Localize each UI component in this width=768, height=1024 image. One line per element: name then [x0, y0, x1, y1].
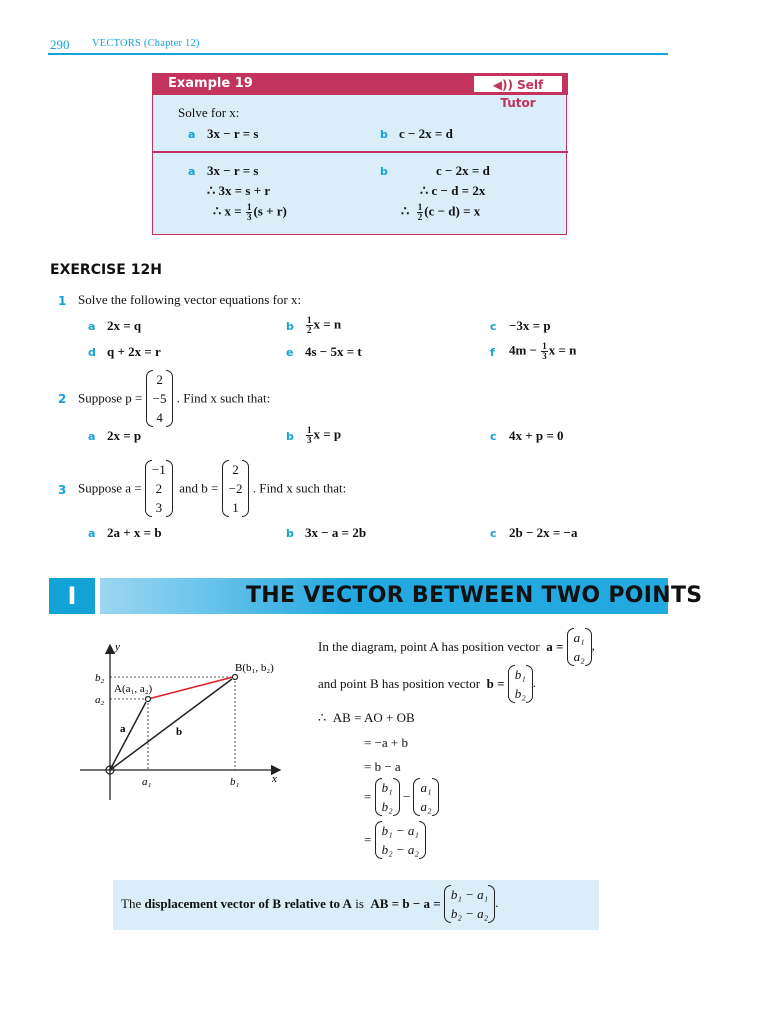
q1d-letter: d: [88, 346, 96, 359]
b2-label: b₂: [95, 672, 105, 684]
q2c: 4x + p = 0: [509, 428, 564, 443]
point-b-label: B(b₁, b₂): [235, 662, 274, 674]
section-letter: I: [49, 578, 95, 614]
example-sol-b-3: ∴ $\frac{1}{2}$ (c − d) = x: [401, 202, 481, 222]
section-title: THE VECTOR BETWEEN TWO POINTS: [246, 583, 703, 608]
q1c-letter: c: [490, 320, 497, 333]
q2b: $\frac{1}{3}$ x = p: [307, 425, 342, 445]
q3-number: 3: [58, 483, 67, 497]
example-separator: [152, 151, 568, 153]
q2b-letter: b: [286, 430, 294, 443]
position-vector-diagram: [80, 635, 290, 810]
example-label: Example 19: [168, 76, 253, 91]
definition-text: The displacement vector of B relative to A is AB = b − a = b₁ − a₁ b₂ − a₂.: [121, 887, 499, 921]
q2c-letter: c: [490, 430, 497, 443]
q3b-letter: b: [286, 527, 294, 540]
page-number: 290: [50, 37, 70, 52]
text-line-2: and point B has position vector b = b₁ b₂.: [318, 667, 537, 701]
q1b-letter: b: [286, 320, 294, 333]
q3c-letter: c: [490, 527, 497, 540]
example-sol-b-1: c − 2x = d: [436, 163, 490, 178]
q1b: $\frac{1}{2}$ x = n: [307, 315, 342, 335]
q1f: 4m − $\frac{1}{3}$ x = n: [509, 341, 577, 361]
example-sol-a-letter: a: [188, 165, 196, 178]
vector-a-label: a: [120, 723, 126, 735]
b1-label: b₁: [230, 776, 240, 788]
example-sol-a-1: 3x − r = s: [207, 163, 259, 178]
chapter-title: VECTORS (Chapter 12): [92, 38, 200, 49]
text-line-1: In the diagram, point A has position vector a = a₁ a₂,: [318, 630, 595, 664]
q3-line: Suppose a = −1 2 3 and b = 2 −2 1 . Find x such that:: [78, 462, 347, 515]
q1e: 4s − 5x = t: [305, 344, 362, 359]
example-sol-a-2: ∴ 3x = s + r: [207, 183, 271, 198]
q3b: 3x − a = 2b: [305, 525, 367, 540]
q1e-letter: e: [286, 346, 294, 359]
example-q-b: c − 2x = d: [399, 126, 453, 141]
example-q-a: 3x − r = s: [207, 126, 259, 141]
q1-text: Solve the following vector equations for x:: [78, 292, 302, 307]
q2-vector: 2 −5 4: [146, 370, 174, 427]
a1-label: a₁: [142, 776, 152, 788]
q2a: 2x = p: [107, 428, 142, 443]
q1-number: 1: [58, 294, 67, 308]
example-sol-a-3: ∴ x = $\frac{1}{3}$ (s + r): [213, 202, 287, 222]
x-label: x: [272, 773, 277, 785]
q1a-letter: a: [88, 320, 96, 333]
point-a-label: A(a₁, a₂): [114, 683, 153, 695]
header-rule: [48, 53, 668, 55]
exercise-heading: EXERCISE 12H: [50, 262, 162, 278]
q2-number: 2: [58, 392, 67, 406]
q1f-letter: f: [490, 346, 495, 359]
eq-line-4: = b₁ b₂ − a₁ a₂: [364, 778, 439, 816]
eq-line-5: = b₁ − a₁ b₂ − a₂: [364, 821, 426, 859]
y-label: y: [115, 641, 120, 653]
example-q-a-letter: a: [188, 128, 196, 141]
a2-label: a₂: [95, 694, 105, 706]
example-prompt: Solve for x:: [178, 105, 240, 120]
q1a: 2x = q: [107, 318, 142, 333]
q1c: −3x = p: [509, 318, 551, 333]
q2a-letter: a: [88, 430, 96, 443]
point-a-marker: [146, 697, 151, 702]
example-sol-b-letter: b: [380, 165, 388, 178]
eq-line-3: = b − a: [364, 759, 401, 774]
q3a: 2a + x = b: [107, 525, 162, 540]
example-q-b-letter: b: [380, 128, 388, 141]
eq-line-1: ∴ AB = AO + OB: [318, 710, 415, 725]
vector-a-line: [110, 702, 146, 770]
q1d: q + 2x = r: [107, 344, 161, 359]
q2-line: Suppose p = 2 −5 4 . Find x such that:: [78, 372, 271, 425]
vector-b-label: b: [176, 726, 183, 738]
self-tutor-button[interactable]: ◀)) Self Tutor: [473, 75, 563, 93]
eq-line-2: = −a + b: [364, 735, 409, 750]
example-sol-b-2: ∴ c − d = 2x: [420, 183, 486, 198]
point-b-marker: [233, 675, 238, 680]
q3-vector-a: −1 2 3: [145, 460, 173, 517]
q3a-letter: a: [88, 527, 96, 540]
q3c: 2b − 2x = −a: [509, 525, 578, 540]
q3-vector-b: 2 −2 1: [222, 460, 250, 517]
